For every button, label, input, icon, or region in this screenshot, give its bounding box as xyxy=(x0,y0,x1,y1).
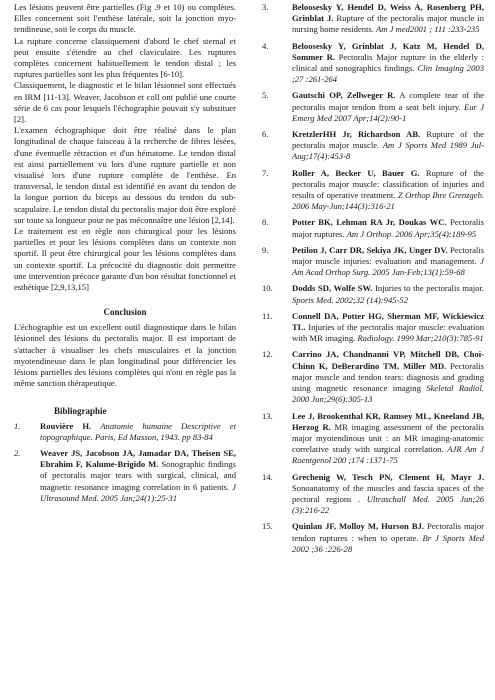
reference-title: Pectoralis Major rupture in the elderly : clinical and sonographics findings. xyxy=(292,51,484,74)
reference-title: Pectoralis major ruptures. xyxy=(292,217,484,239)
body-paragraph: Les lésions peuvent être partielles (Fig .9 et 10) ou complètes. Elles concernent soit l'enthèse latérale, soit la jonction myo-tendineuse, soit le corps du muscle. xyxy=(14,2,236,35)
reference-source: Sports Med. 2002;32 (14):945-52 xyxy=(292,294,408,305)
reference-text xyxy=(292,41,484,86)
reference-text xyxy=(292,472,484,517)
reference-authors: Roller A, Becker U, Bauer G. xyxy=(292,167,420,178)
reference-text xyxy=(292,168,484,213)
reference-title: Sonographic findings of pectoralis major tears with surgical, clinical, and magnetic resonance imaging correlation in 6 patients. xyxy=(40,459,236,492)
reference-source: J Ultrasound Med. 2005 Jan;24(1):25-31 xyxy=(40,481,236,503)
reference-number: 5. xyxy=(262,90,269,101)
reference-source: Am J Sports Med 1989 Jul-Aug;17(4):453-8 xyxy=(292,140,484,162)
reference-authors: Petilon J, Carr DR, Sekiya JK, Unger DV. xyxy=(292,244,448,255)
reference-authors: Connell DA, Potter HG, Sherman MF, Wickiewicz TL. xyxy=(292,310,484,333)
reference-source: Skeletal Radiol. 2000 Jun;29(6):305-13 xyxy=(292,383,484,405)
right-column xyxy=(262,2,484,560)
reference-title: Rupture of the pectoralis major muscle: classification of injuries and results of operative treatment. xyxy=(292,167,484,201)
reference-number: 2. xyxy=(14,447,21,458)
reference-source: Anatomie humaine Descriptive et topographique. Paris, Ed Masson, 1943. pp 83-84 xyxy=(40,420,236,442)
reference-item xyxy=(262,41,484,86)
reference-text xyxy=(292,311,484,345)
reference-item xyxy=(14,421,236,443)
body-paragraph: Classiquement, le diagnostic et le bilan lésionnel sont effectués en IRM [11-13]. Weaver, Jacobson et coll ont publié une courte série de 6 cas pour lesquels l'échographie pouvait s'y substituer [2]. xyxy=(14,80,236,125)
reference-text xyxy=(292,90,484,124)
reference-title: Pectoralis major muscle and tendon tears: diagnosis and grading using magnetic resonance imaging xyxy=(292,360,485,394)
reference-number: 10. xyxy=(262,283,273,294)
body-paragraph: L'examen échographique doit être réalisé dans le plan longitudinal de chaque faisceau à la recherche de fibres lésées, d'une éventuelle rétraction et d'un hématome. Le tendon distal est ainsi partiellement vu lors d'une rupture partielle et non visualisé lors d'une rupture complète de l'enthèse. En transversal, le tendon distal est identifié en avant du tendon de la longue portion du biceps au dessous du tendon du sub-scapulaire. Le tendon distal du pectoralis major doit être exploré sur toute sa longueur pour ne pas méconnaître une lésion [2,14]. xyxy=(14,125,236,225)
reference-item xyxy=(262,521,484,555)
reference-text xyxy=(292,411,484,467)
reference-authors: Lee J, Brookenthal KR, Ramsey ML, Kneeland JB, Herzog R. xyxy=(292,410,484,432)
reference-text xyxy=(292,521,484,555)
reference-text xyxy=(292,349,484,405)
reference-authors: Quinlan JF, Molloy M, Hurson BJ. xyxy=(292,521,425,532)
reference-title: A complete tear of the pectoralis major tendon from a seat belt injury. xyxy=(292,90,484,112)
reference-text xyxy=(40,448,236,504)
reference-authors: KretzlerHH Jr, Richardson AB. xyxy=(292,129,421,140)
reference-number: 11. xyxy=(262,310,273,321)
reference-item xyxy=(14,448,236,504)
reference-authors: Gautschi OP, Zellweger R. xyxy=(292,90,396,101)
reference-source: Am J Orthop. 2006 Apr;35(4):189-95 xyxy=(346,228,477,239)
body-paragraph: La rupture concerne classiquement d'abord le chef sternal et peut ensuite s'étendre au chef claviculaire. Les ruptures complètes concernent habituellement le tendon distal ; les ruptures partielles sont les plus fréquentes [6-10]. xyxy=(14,35,236,80)
reference-item xyxy=(262,168,484,213)
reference-title: Pectoralis major muscle injuries: evaluation and management. xyxy=(292,244,484,267)
reference-authors: Carrino JA, Chandnanni VP, Mitchell DB, Choi-Chinn K, DeBerardino TM, Miller MD. xyxy=(292,349,484,371)
reference-source: Br J Sports Med 2002 ;36 :226-28 xyxy=(292,532,484,554)
reference-authors: Beloosesky Y, Grinblat J, Katz M, Hendel D, Sommer R. xyxy=(292,40,484,62)
reference-text xyxy=(292,2,484,36)
reference-number: 13. xyxy=(262,410,273,421)
reference-source: Ultraschall Med. 2005 Jun;26 (3):216-22 xyxy=(292,493,484,516)
reference-item xyxy=(262,311,484,345)
reference-text xyxy=(40,421,236,443)
reference-title: Pectoralis major tendon ruptures : when to operate. xyxy=(292,521,484,543)
reference-text xyxy=(292,245,484,279)
reference-source: Radiology. 1999 Mar;210(3):785-91 xyxy=(357,333,484,344)
reference-source: Clin Imaging 2003 ;27 :261-264 xyxy=(292,63,484,85)
reference-source: Z Orthop Ihre Grenzgeb. 2006 May-Jun;144(3):316-21 xyxy=(292,190,485,212)
bibliography-heading: Bibliographie xyxy=(54,405,107,416)
reference-source: AJR Am J Roentgenol 200 ;174 :1371-75 xyxy=(292,444,484,466)
reference-text xyxy=(292,129,484,163)
reference-number: 15. xyxy=(262,521,273,532)
reference-authors: Beloosesky Y, Hendel D, Weiss A, Rosenberg PH, Grinblat J. xyxy=(292,2,484,24)
reference-text xyxy=(292,217,484,239)
reference-authors: Weaver JS, Jacobson JA, Jamadar DA, Theisen SE, Ebrahim F, Kalume-Brigido M. xyxy=(40,447,236,470)
left-column xyxy=(14,2,236,509)
reference-source: Am J med2001 ; 111 :233-235 xyxy=(376,24,480,35)
reference-title: Injuries to the pectoralis major. xyxy=(375,283,485,294)
conclusion-heading: Conclusion xyxy=(103,307,147,318)
reference-source: J Am Acad Orthop Surg. 2005 Jan-Feb;13(1):59-68 xyxy=(292,256,484,278)
reference-item xyxy=(262,90,484,124)
reference-number: 9. xyxy=(262,244,269,255)
reference-title: Injuries of the pectoralis major muscle: evaluation with MR imaging. xyxy=(292,322,484,344)
reference-item xyxy=(262,245,484,279)
reference-item xyxy=(262,2,484,36)
reference-number: 14. xyxy=(262,471,273,482)
conclusion-paragraph: L'échographie est un excellent outil diagnostique dans le bilan lésionnel des lésions du pectoralis major. Il est important de s'attacher à visualiser les chefs musculaires et la jonction myotendineuse dans le plan longitudinal pour différencier les lésions partielles des lésions complètes qui n'ont en règle pas la même sanction thérapeutique. xyxy=(14,322,236,389)
reference-authors: Dodds SD, Wolfe SW. xyxy=(292,283,373,294)
reference-item xyxy=(262,217,484,239)
reference-title: MR imaging assessment of the pectoralis major myotendinous unit : an MR imaging-anatomic correlative study with surgical correlation. xyxy=(292,421,484,455)
reference-authors: Grechenig W, Tesch PN, Clement H, Mayr J. xyxy=(292,471,484,482)
reference-title: Sonoanatomy of the muscles and fascia spaces of the pectoral regions . xyxy=(292,482,484,504)
reference-item xyxy=(262,349,484,405)
reference-source: Eur J Emerg Med 2007 Apr;14(2):90-1 xyxy=(292,101,485,123)
reference-item xyxy=(262,283,484,305)
reference-number: 1. xyxy=(14,420,21,431)
reference-item xyxy=(262,411,484,467)
reference-authors: Potter BK, Lehman RA Jr, Doukas WC. xyxy=(292,217,447,228)
reference-number: 12. xyxy=(262,349,273,360)
reference-item xyxy=(262,129,484,163)
reference-title: Rupture of the pectoralis major muscle in nursing home residents. xyxy=(292,13,484,35)
reference-title: Rupture of the pectoralis major muscle. xyxy=(292,129,484,151)
reference-text xyxy=(292,283,484,305)
reference-number: 7. xyxy=(262,167,269,178)
reference-number: 6. xyxy=(262,129,269,140)
reference-authors: Rouvière H. xyxy=(40,420,92,431)
reference-number: 8. xyxy=(262,217,269,228)
reference-number: 4. xyxy=(262,40,269,51)
reference-item xyxy=(262,472,484,517)
body-paragraph: Le traitement est en règle non chirurgical pour les lésions partielles et pour les lésions complètes dans un contexte non sportif. Il peut être chirurgical pour les lésions complètes dans un contexte sportif. La précocité du diagnostic doit permettre une intervention précoce garante d'un bon résultat fonctionnel et esthétique [2,9,13,15] xyxy=(14,226,236,293)
reference-number: 3. xyxy=(262,2,269,12)
